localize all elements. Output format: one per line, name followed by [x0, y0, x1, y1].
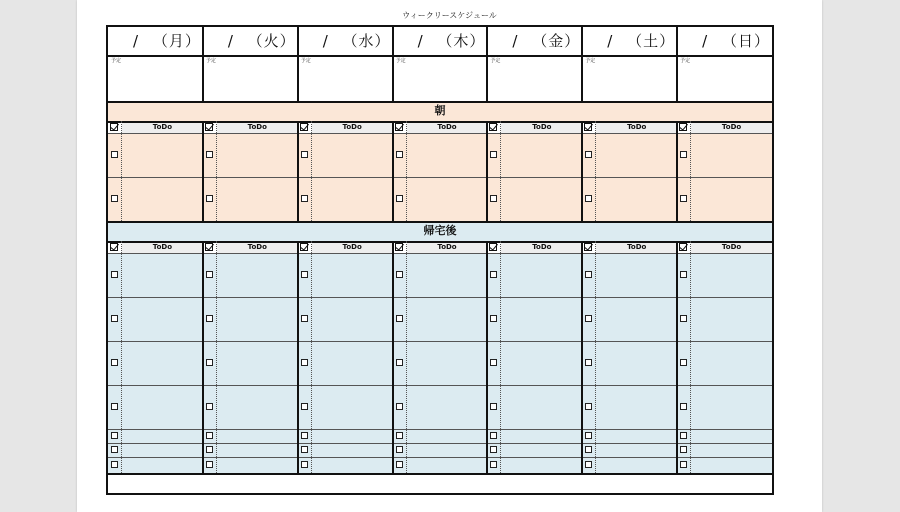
evening-row-checkbox[interactable]: [680, 359, 687, 366]
column-divider: [297, 121, 299, 221]
evening-row-checkbox[interactable]: [396, 271, 403, 278]
evening-todo-cell[interactable]: [502, 444, 581, 456]
column-divider: [581, 121, 583, 221]
grid-line: [108, 429, 772, 430]
evening-row-checkbox[interactable]: [680, 271, 687, 278]
morning-todo-cell[interactable]: [692, 178, 771, 220]
column-divider: [202, 27, 204, 101]
evening-todo-cell[interactable]: [408, 430, 487, 442]
evening-todo-cell[interactable]: [218, 444, 297, 456]
evening-todo-cell[interactable]: [218, 386, 297, 428]
morning-todo-cell[interactable]: [502, 178, 581, 220]
checkbox-divider: [406, 121, 407, 221]
date-slash: /: [512, 32, 518, 50]
checkbox-divider: [690, 121, 691, 221]
column-divider: [297, 241, 299, 473]
evening-row-checkbox[interactable]: [490, 315, 497, 322]
weekly-schedule-grid: [106, 25, 774, 495]
grid-line: [108, 133, 772, 134]
evening-todo-cell[interactable]: [502, 342, 581, 384]
morning-todo-cell[interactable]: [597, 178, 676, 220]
evening-todo-cell[interactable]: [692, 458, 771, 472]
evening-row-checkbox[interactable]: [490, 446, 497, 453]
morning-todo-cell[interactable]: [692, 134, 771, 176]
checked-box-icon: [489, 243, 497, 251]
plan-area[interactable]: [393, 65, 488, 101]
column-divider: [486, 27, 488, 101]
grid-line: [108, 221, 772, 223]
evening-todo-cell[interactable]: [597, 298, 676, 340]
evening-row-checkbox[interactable]: [206, 271, 213, 278]
plan-label: 予定: [205, 58, 216, 64]
checked-box-icon: [110, 243, 118, 251]
evening-todo-cell[interactable]: [123, 430, 202, 442]
morning-row-checkbox[interactable]: [396, 151, 403, 158]
evening-todo-cell[interactable]: [313, 342, 392, 384]
morning-row-checkbox[interactable]: [585, 195, 592, 202]
date-cell[interactable]: [487, 27, 582, 55]
morning-row-checkbox[interactable]: [680, 151, 687, 158]
column-divider: [392, 121, 394, 221]
morning-section-band: [108, 101, 772, 121]
weekday-label: （金）: [532, 32, 581, 50]
morning-todo-header: ToDo: [122, 121, 203, 133]
evening-todo-cell[interactable]: [692, 386, 771, 428]
plan-label: 予定: [395, 58, 406, 64]
evening-row-checkbox[interactable]: [680, 461, 687, 468]
evening-row-checkbox[interactable]: [490, 461, 497, 468]
morning-row-checkbox[interactable]: [111, 195, 118, 202]
plan-label: 予定: [585, 58, 596, 64]
evening-todo-header: ToDo: [596, 241, 677, 253]
plan-label: 予定: [680, 58, 691, 64]
morning-todo-header: ToDo: [312, 121, 393, 133]
checked-box-icon: [584, 243, 592, 251]
date-cell[interactable]: [298, 27, 393, 55]
evening-row-checkbox[interactable]: [585, 461, 592, 468]
checkbox-divider: [690, 241, 691, 473]
evening-row-checkbox[interactable]: [206, 461, 213, 468]
evening-row-checkbox[interactable]: [490, 271, 497, 278]
checkbox-divider: [311, 241, 312, 473]
morning-todo-cell[interactable]: [313, 134, 392, 176]
grid-line: [108, 101, 772, 103]
evening-row-checkbox[interactable]: [206, 446, 213, 453]
evening-todo-cell[interactable]: [502, 254, 581, 296]
evening-todo-cell[interactable]: [502, 430, 581, 442]
checkbox-divider: [216, 121, 217, 221]
morning-row-checkbox[interactable]: [490, 195, 497, 202]
evening-todo-cell[interactable]: [502, 458, 581, 472]
evening-todo-cell[interactable]: [123, 444, 202, 456]
evening-todo-cell[interactable]: [408, 254, 487, 296]
checked-box-icon: [300, 123, 308, 131]
evening-todo-cell[interactable]: [692, 444, 771, 456]
checked-box-icon: [205, 243, 213, 251]
evening-todo-cell[interactable]: [123, 298, 202, 340]
weekday-label: （火）: [247, 32, 296, 50]
date-slash: /: [133, 32, 139, 50]
morning-row-checkbox[interactable]: [396, 195, 403, 202]
evening-row-checkbox[interactable]: [585, 403, 592, 410]
evening-todo-cell[interactable]: [313, 386, 392, 428]
evening-row-checkbox[interactable]: [111, 315, 118, 322]
evening-todo-header: ToDo: [122, 241, 203, 253]
evening-todo-cell[interactable]: [313, 430, 392, 442]
checkbox-divider: [216, 241, 217, 473]
evening-todo-header: ToDo: [217, 241, 298, 253]
morning-todo-cell[interactable]: [218, 178, 297, 220]
date-slash: /: [702, 32, 708, 50]
checked-box-icon: [300, 243, 308, 251]
checkbox-divider: [121, 241, 122, 473]
evening-todo-cell[interactable]: [597, 458, 676, 472]
morning-todo-header: ToDo: [596, 121, 677, 133]
plan-label: 予定: [111, 58, 122, 64]
checkbox-divider: [121, 121, 122, 221]
evening-row-checkbox[interactable]: [301, 359, 308, 366]
checkbox-divider: [500, 241, 501, 473]
morning-todo-cell[interactable]: [408, 178, 487, 220]
evening-todo-cell[interactable]: [408, 342, 487, 384]
evening-row-checkbox[interactable]: [111, 446, 118, 453]
date-cell[interactable]: [582, 27, 677, 55]
evening-row-checkbox[interactable]: [206, 403, 213, 410]
evening-row-checkbox[interactable]: [111, 461, 118, 468]
morning-todo-cell[interactable]: [408, 134, 487, 176]
evening-row-checkbox[interactable]: [206, 359, 213, 366]
evening-row-checkbox[interactable]: [301, 271, 308, 278]
date-cell[interactable]: [677, 27, 772, 55]
checked-box-icon: [110, 123, 118, 131]
evening-todo-cell[interactable]: [123, 458, 202, 472]
plan-label: 予定: [300, 58, 311, 64]
evening-row-checkbox[interactable]: [301, 461, 308, 468]
evening-todo-cell[interactable]: [597, 254, 676, 296]
plan-area[interactable]: [298, 65, 393, 101]
evening-row-checkbox[interactable]: [111, 359, 118, 366]
morning-todo-cell[interactable]: [502, 134, 581, 176]
evening-row-checkbox[interactable]: [396, 315, 403, 322]
column-divider: [581, 27, 583, 101]
morning-row-checkbox[interactable]: [206, 195, 213, 202]
column-divider: [202, 121, 204, 221]
weekday-label: （月）: [152, 32, 201, 50]
evening-todo-cell[interactable]: [692, 298, 771, 340]
evening-row-checkbox[interactable]: [680, 432, 687, 439]
evening-row-checkbox[interactable]: [490, 432, 497, 439]
document-title: ウィークリースケジュール: [402, 11, 497, 20]
morning-todo-cell[interactable]: [597, 134, 676, 176]
evening-row-checkbox[interactable]: [396, 432, 403, 439]
morning-todo-header: ToDo: [691, 121, 772, 133]
evening-todo-cell[interactable]: [597, 342, 676, 384]
grid-line: [108, 385, 772, 386]
evening-row-checkbox[interactable]: [301, 403, 308, 410]
morning-row-checkbox[interactable]: [301, 195, 308, 202]
evening-row-checkbox[interactable]: [490, 403, 497, 410]
evening-todo-cell[interactable]: [218, 298, 297, 340]
morning-section-title: 朝: [434, 104, 446, 117]
evening-todo-cell[interactable]: [502, 298, 581, 340]
morning-todo-cell[interactable]: [218, 134, 297, 176]
evening-section-band: [108, 221, 772, 241]
evening-todo-cell[interactable]: [408, 386, 487, 428]
date-slash: /: [322, 32, 328, 50]
morning-todo-cell[interactable]: [123, 134, 202, 176]
evening-row-checkbox[interactable]: [301, 446, 308, 453]
plan-area[interactable]: [203, 65, 298, 101]
grid-line: [108, 297, 772, 298]
morning-todo-header: ToDo: [501, 121, 582, 133]
evening-row-checkbox[interactable]: [111, 271, 118, 278]
weekday-label: （日）: [721, 32, 770, 50]
evening-todo-cell[interactable]: [692, 254, 771, 296]
checkbox-divider: [311, 121, 312, 221]
morning-todo-header: ToDo: [407, 121, 488, 133]
evening-row-checkbox[interactable]: [680, 315, 687, 322]
evening-row-checkbox[interactable]: [301, 432, 308, 439]
evening-todo-cell[interactable]: [123, 342, 202, 384]
evening-todo-header: ToDo: [312, 241, 393, 253]
column-divider: [581, 241, 583, 473]
grid-line: [108, 177, 772, 178]
checked-box-icon: [679, 123, 687, 131]
morning-row-checkbox[interactable]: [301, 151, 308, 158]
checkbox-divider: [406, 241, 407, 473]
evening-row-checkbox[interactable]: [396, 446, 403, 453]
morning-row-checkbox[interactable]: [490, 151, 497, 158]
column-divider: [676, 27, 678, 101]
evening-todo-cell[interactable]: [313, 458, 392, 472]
evening-todo-cell[interactable]: [123, 254, 202, 296]
evening-row-checkbox[interactable]: [396, 403, 403, 410]
column-divider: [392, 241, 394, 473]
evening-todo-cell[interactable]: [218, 254, 297, 296]
evening-row-checkbox[interactable]: [680, 446, 687, 453]
evening-todo-cell[interactable]: [408, 458, 487, 472]
morning-row-checkbox[interactable]: [585, 151, 592, 158]
morning-todo-header: ToDo: [217, 121, 298, 133]
evening-row-checkbox[interactable]: [396, 461, 403, 468]
grid-line: [108, 457, 772, 458]
morning-row-checkbox[interactable]: [111, 151, 118, 158]
grid-line: [108, 253, 772, 254]
checked-box-icon: [679, 243, 687, 251]
evening-todo-cell[interactable]: [218, 430, 297, 442]
checkbox-divider: [595, 241, 596, 473]
evening-todo-cell[interactable]: [313, 254, 392, 296]
weekday-label: （水）: [342, 32, 391, 50]
date-cell[interactable]: [108, 27, 203, 55]
column-divider: [486, 121, 488, 221]
evening-todo-cell[interactable]: [313, 298, 392, 340]
column-divider: [297, 27, 299, 101]
checked-box-icon: [584, 123, 592, 131]
plan-area[interactable]: [108, 65, 203, 101]
column-divider: [202, 241, 204, 473]
grid-line: [108, 443, 772, 444]
grid-line: [108, 341, 772, 342]
grid-line: [108, 241, 772, 243]
evening-todo-cell[interactable]: [313, 444, 392, 456]
evening-todo-cell[interactable]: [408, 444, 487, 456]
evening-row-checkbox[interactable]: [680, 403, 687, 410]
evening-todo-cell[interactable]: [597, 386, 676, 428]
plan-area[interactable]: [677, 65, 772, 101]
evening-section-title: 帰宅後: [423, 224, 457, 237]
column-divider: [676, 121, 678, 221]
notes-row[interactable]: [108, 475, 772, 493]
evening-todo-cell[interactable]: [692, 342, 771, 384]
evening-row-checkbox[interactable]: [585, 315, 592, 322]
morning-row-checkbox[interactable]: [206, 151, 213, 158]
evening-todo-cell[interactable]: [218, 342, 297, 384]
checked-box-icon: [395, 243, 403, 251]
evening-row-checkbox[interactable]: [585, 359, 592, 366]
date-cell[interactable]: [203, 27, 298, 55]
evening-todo-cell[interactable]: [502, 386, 581, 428]
evening-row-checkbox[interactable]: [206, 432, 213, 439]
checked-box-icon: [489, 123, 497, 131]
checked-box-icon: [395, 123, 403, 131]
evening-todo-cell[interactable]: [218, 458, 297, 472]
date-slash: /: [227, 32, 233, 50]
date-slash: /: [417, 32, 423, 50]
morning-todo-cell[interactable]: [123, 178, 202, 220]
evening-todo-header: ToDo: [501, 241, 582, 253]
document-page: [77, 0, 822, 512]
date-cell[interactable]: [393, 27, 488, 55]
morning-todo-cell[interactable]: [313, 178, 392, 220]
evening-row-checkbox[interactable]: [111, 403, 118, 410]
weekday-label: （木）: [437, 32, 486, 50]
evening-todo-header: ToDo: [407, 241, 488, 253]
checked-box-icon: [205, 123, 213, 131]
evening-todo-cell[interactable]: [408, 298, 487, 340]
evening-todo-header: ToDo: [691, 241, 772, 253]
evening-row-checkbox[interactable]: [206, 315, 213, 322]
morning-row-checkbox[interactable]: [680, 195, 687, 202]
date-slash: /: [607, 32, 613, 50]
column-divider: [392, 27, 394, 101]
evening-todo-cell[interactable]: [692, 430, 771, 442]
evening-row-checkbox[interactable]: [396, 359, 403, 366]
column-divider: [486, 241, 488, 473]
column-divider: [676, 241, 678, 473]
evening-row-checkbox[interactable]: [585, 446, 592, 453]
evening-row-checkbox[interactable]: [490, 359, 497, 366]
plan-label: 予定: [490, 58, 501, 64]
checkbox-divider: [595, 121, 596, 221]
evening-row-checkbox[interactable]: [111, 432, 118, 439]
evening-todo-cell[interactable]: [597, 444, 676, 456]
plan-area[interactable]: [582, 65, 677, 101]
grid-line: [108, 55, 772, 57]
evening-row-checkbox[interactable]: [301, 315, 308, 322]
evening-todo-cell[interactable]: [123, 386, 202, 428]
evening-todo-cell[interactable]: [597, 430, 676, 442]
grid-line: [108, 121, 772, 123]
evening-row-checkbox[interactable]: [585, 271, 592, 278]
weekday-label: （土）: [627, 32, 676, 50]
plan-area[interactable]: [487, 65, 582, 101]
checkbox-divider: [500, 121, 501, 221]
evening-row-checkbox[interactable]: [585, 432, 592, 439]
